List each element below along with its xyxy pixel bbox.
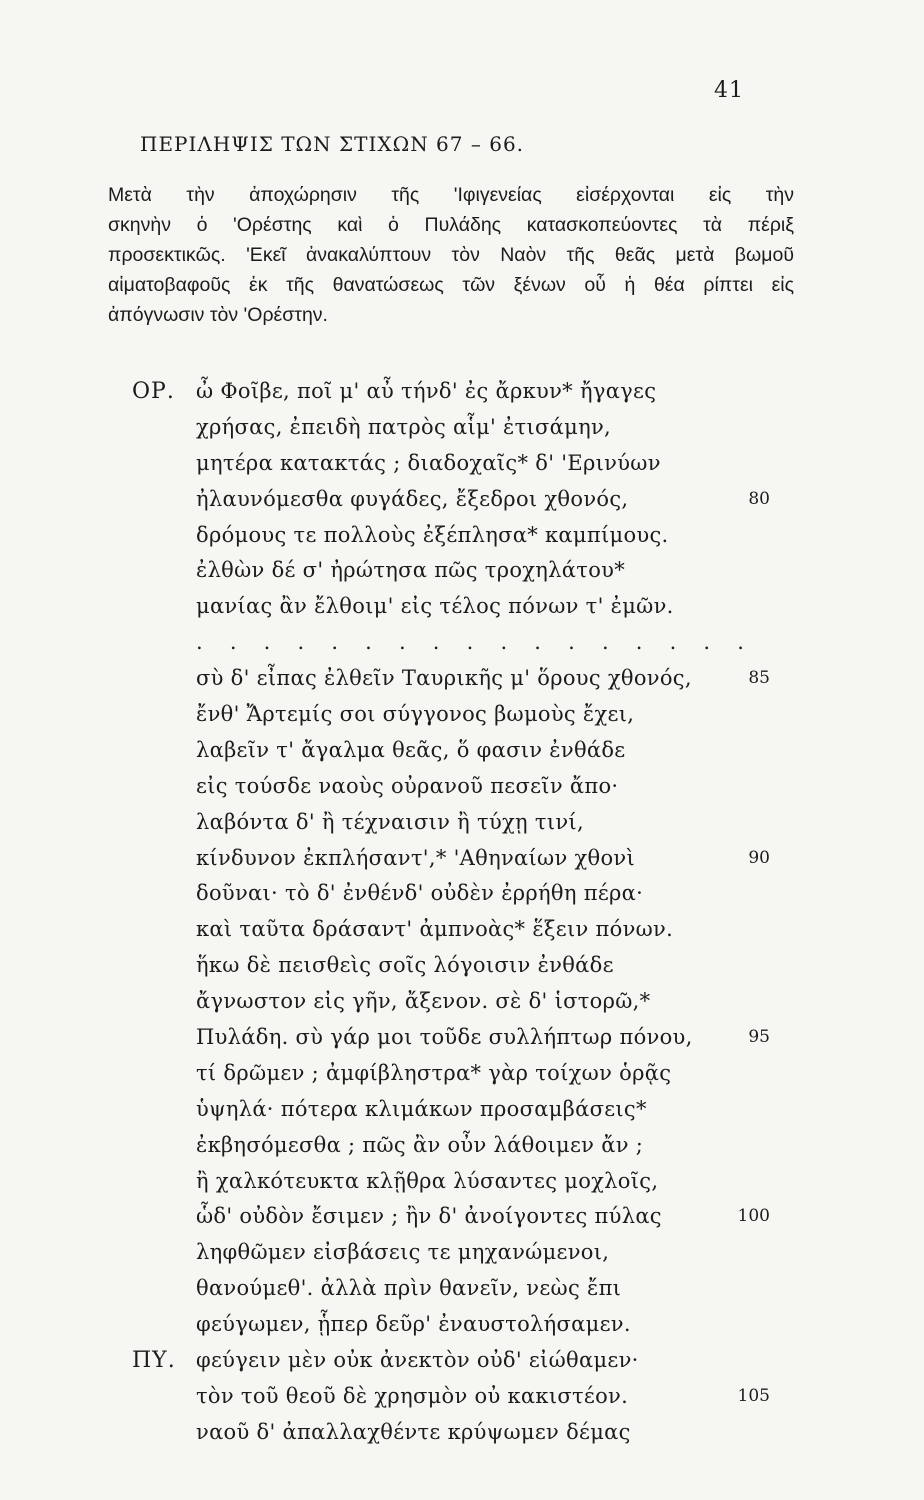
verse-line xyxy=(0,518,924,554)
line-number: 100 xyxy=(737,1206,770,1227)
speaker-label: ΠΥ. xyxy=(132,1348,176,1374)
verse-line xyxy=(0,374,924,410)
verse-text: δοῦναι· τὸ δ' ἐνθένδ' οὐδὲν ἐρρήθη πέρα· xyxy=(196,881,644,906)
verse-line xyxy=(0,1271,924,1307)
verse-text: ὧδ' οὐδὸν ἔσιμεν ; ἢν δ' ἀνοίγοντες πύλας xyxy=(196,1204,662,1229)
verse-line xyxy=(0,1307,924,1343)
summary-line: αἱματοβαφοῦς ἐκ τῆς θανατώσεως τῶν ξένων οὗ ἡ θέα ρίπτει εἰς xyxy=(108,274,794,296)
summary-line: σκηνὴν ὁ 'Ορέστης καὶ ὁ Πυλάδης κατασκοπεύοντες τὰ πέριξ xyxy=(108,214,794,236)
speaker-label: ΟΡ. xyxy=(132,379,175,404)
ellipsis-dot: . xyxy=(601,630,609,655)
ellipsis-dot: . xyxy=(534,630,541,655)
ellipsis-dot: . xyxy=(365,630,372,655)
summary-line: Μετὰ τὴν ἀποχώρησιν τῆς 'Ιφιγενείας εἰσέρχονται εἰς τὴν xyxy=(108,184,794,206)
line-number: 105 xyxy=(737,1385,770,1406)
verse-text: μανίας ἂν ἔλθοιμ' εἰς τέλος πόνων τ' ἐμῶν. xyxy=(196,594,674,619)
verse-line xyxy=(0,984,924,1020)
verse-line xyxy=(0,733,924,769)
verse-text: χρήσας, ἐπειδὴ πατρὸς αἷμ' ἐτισάμην, xyxy=(196,414,612,439)
verse-text: ἥκω δὲ πεισθεὶς σοῖς λόγοισιν ἐνθάδε xyxy=(196,953,614,978)
verse-text: Πυλάδη. σὺ γάρ μοι τοῦδε συλλήπτωρ πόνου, xyxy=(196,1025,693,1050)
verse-text: φεύγειν μὲν οὐκ ἀνεκτὸν οὐδ' εἰώθαμεν· xyxy=(196,1348,639,1373)
verse-line xyxy=(0,553,924,589)
ellipsis-dot: . xyxy=(466,630,474,655)
verse-line xyxy=(0,1164,924,1200)
verse-text: φεύγωμεν, ᾗπερ δεῦρ' ἐναυστολήσαμεν. xyxy=(196,1312,631,1337)
summary-paragraph xyxy=(108,180,794,330)
verse-text: μητέρα κατακτάς ; διαδοχαῖς* δ' 'Ερινύων xyxy=(196,450,661,475)
verse-line xyxy=(0,876,924,912)
page-number: 41 xyxy=(714,78,744,103)
line-number: 85 xyxy=(748,668,770,689)
verse-line xyxy=(0,1415,924,1451)
ellipsis-dot: . xyxy=(669,630,677,655)
verse-line xyxy=(0,912,924,948)
ellipsis-dot: . xyxy=(229,630,237,655)
verse-text: σὺ δ' εἶπας ἐλθεῖν Ταυρικῆς μ' ὅρους χθονός, xyxy=(196,666,692,691)
verse-line xyxy=(0,1235,924,1271)
verse-line xyxy=(0,1379,924,1415)
verse-text: εἰς τούσδε ναοὺς οὐρανοῦ πεσεῖν ἄπο· xyxy=(196,773,619,798)
ellipsis-dot: . xyxy=(568,630,575,655)
verse-text: ὦ Φοῖβε, ποῖ μ' αὖ τήνδ' ἐς ἄρκυν* ἤγαγες xyxy=(196,379,657,403)
verse-text: δρόμους τε πολλοὺς ἐξέπλησα* καμπίμους. xyxy=(196,522,669,547)
ellipsis-dot: . xyxy=(500,630,508,655)
verse-text: ληφθῶμεν εἰσβάσεις τε μηχανώμενοι, xyxy=(196,1240,610,1265)
verse-line xyxy=(0,589,924,625)
verse-line xyxy=(0,446,924,482)
verse-text: τὸν τοῦ θεοῦ δὲ χρησμὸν οὐ κακιστέον. xyxy=(196,1383,629,1408)
verse-line xyxy=(0,697,924,733)
verse-line xyxy=(0,805,924,841)
verse-text: ἐκβησόμεσθα ; πῶς ἂν οὖν λάθοιμεν ἄν ; xyxy=(196,1132,644,1157)
verse-text: ναοῦ δ' ἀπαλλαχθέντε κρύψωμεν δέμας xyxy=(196,1419,631,1444)
ellipsis-dot: . xyxy=(703,630,711,655)
ellipsis-dot: . xyxy=(196,630,203,655)
verse-line xyxy=(0,1092,924,1128)
verse-line xyxy=(0,1020,924,1056)
line-number: 90 xyxy=(748,847,770,868)
verse-line xyxy=(0,1056,924,1092)
verse-line xyxy=(0,1199,924,1235)
verse-line xyxy=(0,948,924,984)
verse-line xyxy=(0,661,924,697)
line-number: 80 xyxy=(748,488,770,509)
ellipsis-dot: . xyxy=(297,630,305,655)
verse-line xyxy=(0,1343,924,1379)
verse-text: θανούμεθ'. ἀλλὰ πρὶν θανεῖν, νεὼς ἔπι xyxy=(196,1276,622,1301)
verse-block xyxy=(0,374,924,1451)
verse-text: λαβεῖν τ' ἄγαλμα θεᾶς, ὅ φασιν ἐνθάδε xyxy=(196,737,626,762)
section-heading: ΠΕΡΙΛΗΨΙΣ ΤΩΝ ΣΤΙΧΩΝ 67 – 66. xyxy=(140,132,525,156)
verse-text: κίνδυνον ἐκπλήσαντ',* 'Αθηναίων χθονὶ xyxy=(196,845,636,870)
ellipsis-row xyxy=(0,625,924,661)
verse-text: ἔνθ' Ἄρτεμίς σοι σύγγονος βωμοὺς ἔχει, xyxy=(196,702,635,727)
verse-text: ἢ χαλκότευκτα κλῇθρα λύσαντες μοχλοῖς, xyxy=(196,1168,659,1193)
ellipsis-dot: . xyxy=(432,630,440,655)
verse-line xyxy=(0,1128,924,1164)
line-number: 95 xyxy=(748,1027,770,1048)
ellipsis-dot: . xyxy=(331,630,338,655)
ellipsis-dots xyxy=(196,625,744,661)
verse-text: ἄγνωστον εἰς γῆν, ἄξενον. σὲ δ' ἱστορῶ,* xyxy=(196,989,651,1014)
ellipsis-dot: . xyxy=(635,630,643,655)
verse-text: τί δρῶμεν ; ἀμφίβληστρα* γὰρ τοίχων ὁρᾷς xyxy=(196,1060,672,1085)
verse-text: καὶ ταῦτα δράσαντ' ἀμπνοὰς* ἕξειν πόνων. xyxy=(196,917,674,942)
verse-line xyxy=(0,769,924,805)
verse-text: ἠλαυνόμεσθα φυγάδες, ἔξεδροι χθονός, xyxy=(196,486,629,511)
verse-line xyxy=(0,841,924,877)
ellipsis-dot: . xyxy=(737,630,744,655)
ellipsis-dot: . xyxy=(263,630,271,655)
verse-line xyxy=(0,482,924,518)
summary-line: προσεκτικῶς. 'Εκεῖ ἀνακαλύπτουν τὸν Ναὸν τῆς θεᾶς μετὰ βωμοῦ xyxy=(108,244,794,266)
verse-line xyxy=(0,410,924,446)
verse-text: λαβόντα δ' ἢ τέχναισιν ἢ τύχῃ τινί, xyxy=(196,809,584,834)
verse-text: ὑψηλά· πότερα κλιμάκων προσαμβάσεις* xyxy=(196,1096,647,1121)
verse-text: ἐλθὼν δέ σ' ἠρώτησα πῶς τροχηλάτου* xyxy=(196,558,626,583)
summary-line: ἀπόγνωσιν τὸν 'Ορέστην. xyxy=(108,304,328,326)
ellipsis-dot: . xyxy=(398,630,406,655)
